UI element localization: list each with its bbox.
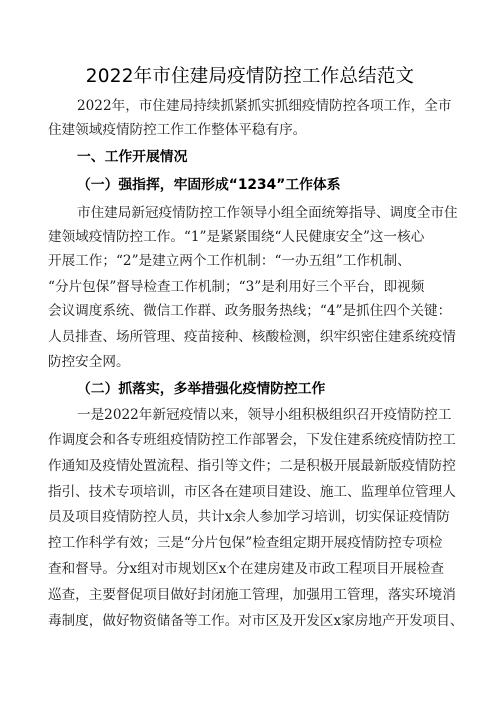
paragraph-line: 市住建局新冠疫情防控工作领导小组全面统筹指导、调度全市住 xyxy=(77,205,458,221)
paragraph-line: 巡查，主要督促项目做好封闭施工管理，加强用工管理，落实环境消 xyxy=(48,587,456,603)
paragraph-line: 建领域疫情防控工作。“1”是紧紧围绕“人民健康安全”这一核心 xyxy=(48,229,425,245)
paragraph-line: 会议调度系统、微信工作群、政务服务热线；“4”是抓住四个关键： xyxy=(48,303,452,319)
paragraph-line: 指引、技术专项培训，市区各在建项目建设、施工、监理单位管理人 xyxy=(48,484,456,500)
section-heading: 一、工作开展情况 xyxy=(77,149,188,165)
paragraph-line: 作通知及疫情处置流程、指引等文件；二是积极开展最新版疫情防控 xyxy=(48,458,456,474)
paragraph-line: 员及项目疫情防控人员，共计x余人参加学习培训，切实保证疫情防 xyxy=(48,509,450,525)
subsection-heading: （一）强指挥，牢固形成“1234”工作体系 xyxy=(77,177,341,193)
paragraph-line: 作调度会和各专班组疫情防控工作部署会，下发住建系统疫情防控工 xyxy=(48,432,456,448)
paragraph-line: 一是2022年新冠疫情以来，领导小组积极组织召开疫情防控工 xyxy=(77,407,452,423)
paragraph-line: 查和督导。分x组对市规划区x个在建房建及市政工程项目开展检查 xyxy=(48,561,444,577)
paragraph-line: 开展工作；“2”是建立两个工作机制：“一办五组”工作机制、 xyxy=(48,253,411,269)
paragraph-line: 人员排查、场所管理、疫苗接种、核酸检测，织牢织密住建系统疫情 xyxy=(48,329,456,345)
intro-line: 2022年，市住建局持续抓紧抓实抓细疫情防控各项工作，全市 xyxy=(77,98,452,114)
paragraph-line: 防控安全网。 xyxy=(48,354,130,370)
subsection-heading: （二）抓落实，多举措强化疫情防控工作 xyxy=(77,381,326,397)
paragraph-line: “分片包保”督导检查工作机制；“3”是利用好三个平台，即视频 xyxy=(48,279,425,295)
paragraph-line: 控工作科学有效；三是“分片包保”检查组定期开展疫情防控专项检 xyxy=(48,535,443,551)
paragraph-line: 毒制度，做好物资储备等工作。对市区及开发区x家房地产开发项目、 xyxy=(48,613,464,629)
intro-line: 住建领域疫情防控工作工作整体平稳有序。 xyxy=(48,122,307,138)
document-title: 2022年市住建局疫情防控工作总结范文 xyxy=(85,66,415,87)
